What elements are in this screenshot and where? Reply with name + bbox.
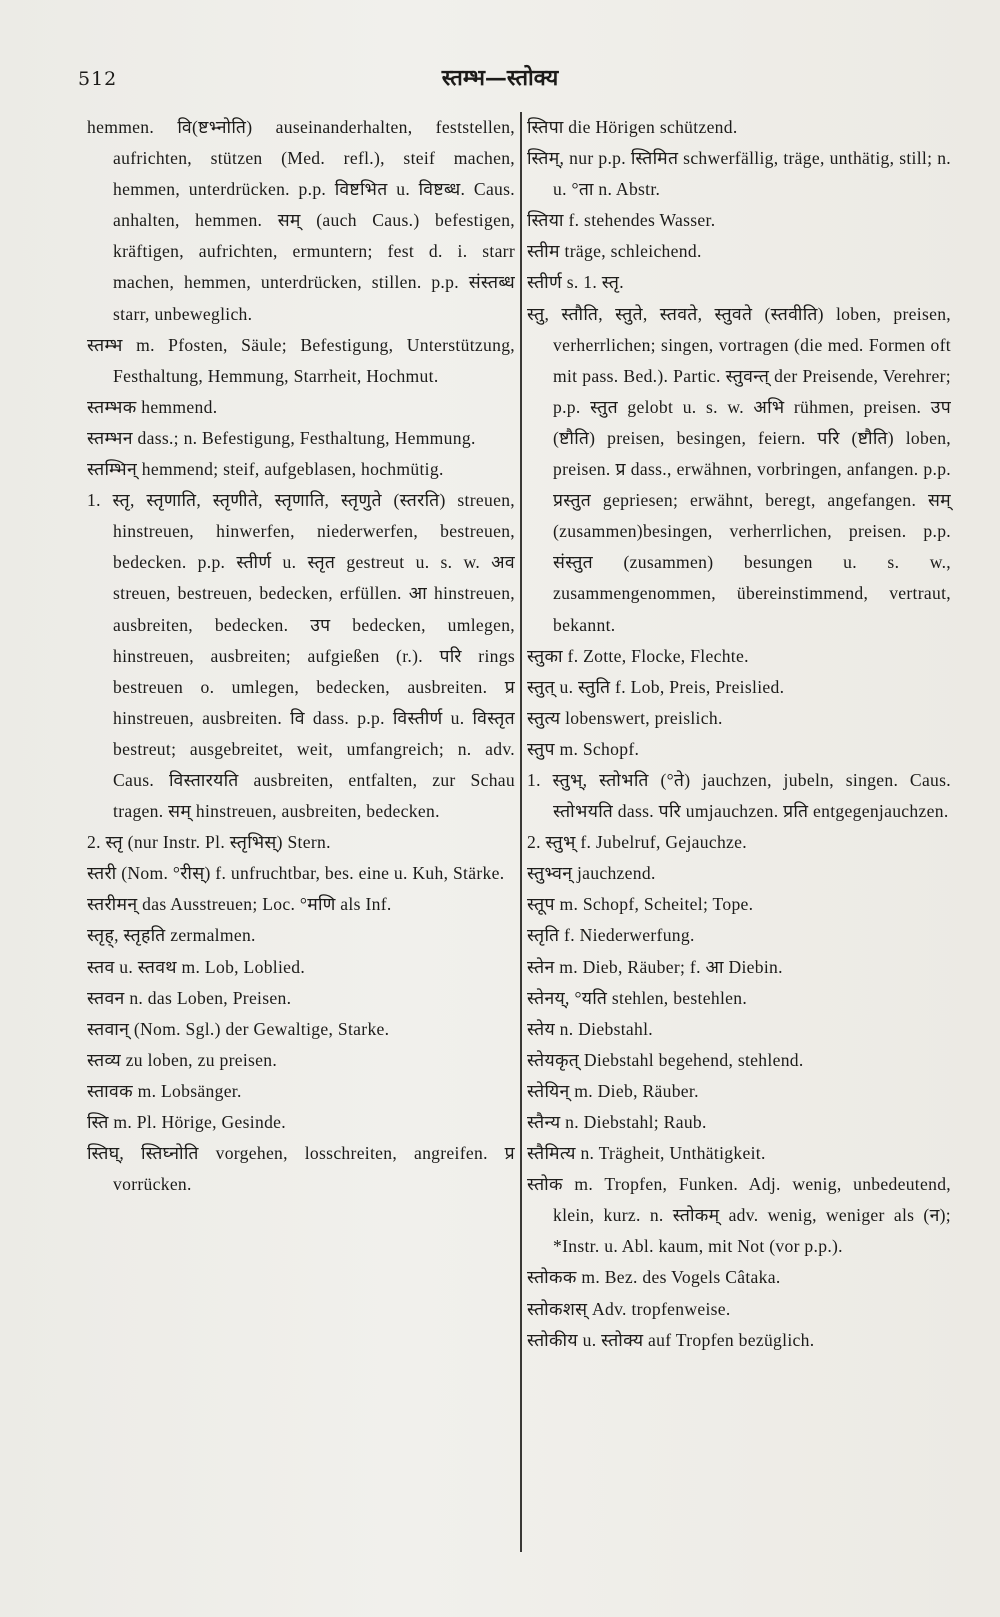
dictionary-entry: स्तोकक m. Bez. des Vogels Câtaka.	[527, 1267, 781, 1288]
dictionary-entry: स्तोक m. Tropfen, Funken. Adj. wenig, unbedeutend, klein, kurz. n. स्तोकम् adv. wenig, weniger als (न); *Instr. u. Abl. kaum, mit Not (vor p.p.).	[527, 1174, 951, 1257]
dictionary-entry: स्तव्य zu loben, zu preisen.	[87, 1049, 278, 1070]
dictionary-entry: स्तैमित्य n. Trägheit, Unthätigkeit.	[527, 1143, 766, 1164]
dictionary-entry: 2. स्तृ (nur Instr. Pl. स्तृभिस्) Stern.	[87, 832, 331, 853]
dictionary-entry: 2. स्तुभ् f. Jubelruf, Gejauchze.	[527, 832, 747, 853]
right-column	[527, 112, 951, 1356]
dictionary-entry: स्तेयिन् m. Dieb, Räuber.	[527, 1080, 699, 1101]
dictionary-entry: स्तुत्य lobenswert, preislich.	[527, 707, 723, 728]
dictionary-entry: स्तृह्, स्तृहति zermalmen.	[87, 925, 256, 946]
dictionary-entry: स्तिया f. stehendes Wasser.	[527, 210, 716, 231]
dictionary-entry: स्तुभ्वन् jauchzend.	[527, 863, 656, 884]
dictionary-entry: स्तवान् (Nom. Sgl.) der Gewaltige, Starke.	[87, 1018, 390, 1039]
dictionary-entry: स्तैन्य n. Diebstahl; Raub.	[527, 1112, 707, 1132]
dictionary-entry: स्तावक m. Lobsänger.	[87, 1080, 242, 1101]
dictionary-entry: स्तोकीय u. स्तोक्य auf Tropfen bezüglich.	[527, 1329, 815, 1350]
dictionary-entry: स्तम्भन dass.; n. Befestigung, Festhaltung, Hemmung.	[87, 427, 476, 448]
dictionary-entry: स्तिम्, nur p.p. स्तिमित schwerfällig, träge, unthätig, still; n. u. °ता n. Abstr.	[527, 148, 951, 200]
dictionary-entry: स्तेनय्, °यति stehlen, bestehlen.	[527, 987, 748, 1008]
page-header	[0, 58, 1000, 98]
dictionary-entry: स्तम्भ m. Pfosten, Säule; Befestigung, Unterstützung, Festhaltung, Hemmung, Starrheit, Hochmut.	[87, 334, 515, 386]
column-divider	[520, 112, 522, 1552]
dictionary-entry: स्तोकशस् Adv. tropfenweise.	[527, 1298, 731, 1319]
dictionary-entry: स्तु, स्तौति, स्तुते, स्तवते, स्तुवते (स्तवीति) loben, preisen, verherrlichen; singen, vortragen (die med. Formen oft mit pass. Bed.). Partic. स्तुवन्त् der Preisende, Verehrer; p.p. स्तुत gelobt u. s. w. अभि rühmen, preisen. उप (ष्टौति) preisen, besingen, feiern. परि (ष्टौति) loben, preisen. प्र dass., erwähnen, vorbringen, anfangen. p.p. प्रस्तुत gepriesen; erwähnt, beregt, angefangen. सम् (zusammen)besingen, verherrlichen, preisen. p.p. संस्तुत (zusammen) besungen u. s. w., zusammengenommen, übereinstimmend, vertraut, bekannt.	[527, 303, 951, 635]
dictionary-entry: स्ति m. Pl. Hörige, Gesinde.	[87, 1112, 286, 1132]
dictionary-entry: स्तव u. स्तवथ m. Lob, Loblied.	[87, 956, 306, 977]
dictionary-entry: स्तुका f. Zotte, Flocke, Flechte.	[527, 645, 749, 666]
dictionary-entry: स्तरीमन् das Ausstreuen; Loc. °मणि als Inf.	[87, 894, 392, 915]
page-number: 512	[78, 68, 118, 90]
dictionary-entry: स्तवन n. das Loben, Preisen.	[87, 987, 292, 1008]
dictionary-entry: स्तरी (Nom. °रीस्) f. unfruchtbar, bes. eine u. Kuh, Stärke.	[87, 863, 505, 884]
dictionary-entry: 1. स्तृ, स्तृणाति, स्तृणीते, स्तृणाति, स्तृणुते (स्तरति) streuen, hinstreuen, hinwerfen, niederwerfen, bestreuen, bedecken. p.p. स्तीर्ण u. स्तृत gestreut u. s. w. अव streuen, bestreuen, bedecken, erfüllen. आ hinstreuen, ausbreiten, bedecken. उप bedecken, umlegen, hinstreuen, ausbreiten; aufgießen (r.). परि rings bestreuen o. umlegen, bedecken, ausbreiten. प्र hinstreuen, ausbreiten. वि dass. p.p. विस्तीर्ण u. विस्तृत bestreut; ausgebreitet, weit, umfangreich; n. adv. Caus. विस्तारयति ausbreiten, entfalten, zur Schau tragen. सम् hinstreuen, ausbreiten, bedecken.	[87, 490, 515, 822]
dictionary-entry: स्तिपा die Hörigen schützend.	[527, 117, 738, 137]
dictionary-entry: स्तेन m. Dieb, Räuber; f. आ Diebin.	[527, 956, 783, 977]
left-column	[87, 112, 515, 1200]
dictionary-entry: स्तम्भिन् hemmend; steif, aufgeblasen, hochmütig.	[87, 459, 444, 480]
dictionary-entry: स्तेयकृत् Diebstahl begehend, stehlend.	[527, 1049, 804, 1070]
dictionary-entry: स्तेय n. Diebstahl.	[527, 1018, 653, 1039]
dictionary-entry: स्तृति f. Niederwerfung.	[527, 925, 695, 946]
dictionary-entry: स्तीम träge, schleichend.	[527, 241, 702, 262]
dictionary-entry: स्तूप m. Schopf, Scheitel; Tope.	[527, 894, 754, 915]
dictionary-entry: स्तम्भक hemmend.	[87, 396, 218, 417]
dictionary-entry: स्तुत् u. स्तुति f. Lob, Preis, Preislied.	[527, 676, 785, 697]
dictionary-entry: 1. स्तुभ्, स्तोभति (°ते) jauchzen, jubeln, singen. Caus. स्तोभयति dass. परि umjauchzen. प्रति entgegenjauchzen.	[527, 769, 951, 822]
dictionary-entry: स्तुप m. Schopf.	[527, 738, 640, 759]
dictionary-entry: hemmen. वि(ष्टभ्नोति) auseinanderhalten, feststellen, aufrichten, stützen (Med. refl.), steif machen, hemmen, unterdrücken. p.p. विष्टभित u. विष्टब्ध. Caus. anhalten, hemmen. सम् (auch Caus.) befestigen, kräftigen, aufrichten, ermuntern; fest d. i. starr machen, hemmen, unterdrücken, stillen. p.p. संस्तब्ध starr, unbeweglich.	[87, 117, 515, 324]
dictionary-entry: स्तिघ्, स्तिघ्नोति vorgehen, losschreiten, angreifen. प्र vorrücken.	[87, 1143, 515, 1195]
running-head: स्तम्भ—स्तोक्य	[441, 65, 559, 91]
dictionary-entry: स्तीर्ण s. 1. स्तृ.	[527, 272, 624, 293]
